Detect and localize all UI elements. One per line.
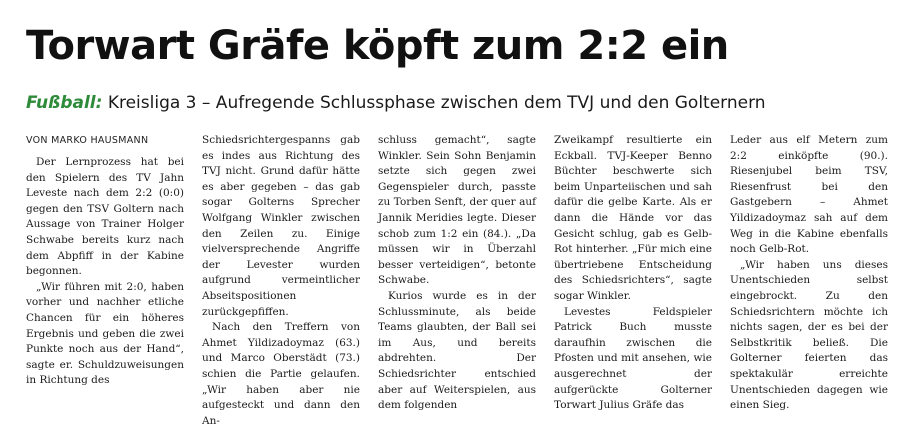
paragraph: „Wir haben uns dieses Unentschieden selbst eingebrockt. Zu den Schiedsrichtern möchte ich nichts sagen, der es bei der Selbstkritik beließ. Die Golterner feierten das spektakulär erreichte Unentschieden dagegen wie einen Sieg. [730, 258, 888, 412]
byline: VON MARKO HAUSMANN [26, 135, 149, 146]
article-body [26, 133, 888, 427]
article-column-3 [378, 133, 536, 429]
article-subheadline [26, 91, 886, 115]
paragraph: Schiedsrichtergespanns gab es indes aus Richtung des TVJ nicht. Grund dafür hätte es aber gegeben – das gab sogar Golterns Sprecher Wolfgang Winkler zwischen den Zeilen zu. Einige vielversprechende Angriffe der Levester wurden aufgrund vermeintlicher Abseitspositionen zurückgepfiffen. [202, 134, 360, 318]
paragraph: Levestes Feldspieler Patrick Buch musste daraufhin zwischen die Pfosten und mit ansehen, wie ausgerechnet der aufgerückte Golterner Torwart Julius Gräfe das [554, 305, 712, 412]
paragraph: Leder aus elf Metern zum 2:2 einköpfte (90.). Riesenjubel beim TSV, Riesenfrust bei den Gastgebern – Ahmet Yildizadoymaz sah auf dem Weg in die Kabine ebenfalls noch Gelb-Rot. [730, 134, 888, 256]
paragraph: Der Lernprozess hat bei den Spielern des TV Jahn Leveste nach dem 2:2 (0:0) gegen den TSV Goltern nach Aussage von Trainer Holger Schwabe bereits kurz nach dem Abpfiff in der Kabine begonnen. [26, 156, 184, 278]
paragraph: Kurios wurde es in der Schlussminute, als beide Teams glaubten, der Ball sei im Aus, und bereits abdrehten. Der Schiedsrichter entschied aber auf Weiterspielen, aus dem folgenden [378, 289, 536, 412]
paragraph: schluss gemacht“, sagte Winkler. Sein Sohn Benjamin setzte sich gegen zwei Gegenspieler durch, passte zu Torben Senft, der quer auf Jannik Meridies legte. Dieser schob zum 1:2 ein (84.). „Da müssen wir in Überzahl besser verteidigen“, betonte Schwabe. [378, 134, 536, 287]
paragraph: Nach den Treffern von Ahmet Yildizadoymaz (63.) und Marco Oberstädt (73.) schien die Partie gelaufen. „Wir haben aber nie aufgesteckt und dann den An- [202, 321, 360, 427]
article-column-1 [26, 133, 184, 429]
paragraph: „Wir führen mit 2:0, haben vorher und nachher etliche Chancen für ein höheres Ergebnis und geben die zwei Punkte noch aus der Hand“, sagte er. Schuldzuweisungen in Richtung des [26, 280, 184, 387]
paragraph: Zweikampf resultierte ein Eckball. TVJ-Keeper Benno Büchter beschwerte sich beim Unparteiischen und sah dafür die gelbe Karte. Als er dann die Hände vor das Gesicht schlug, gab es Gelb-Rot hinterher. „Für mich eine übertriebene Entscheidung des Schiedsrichters“, sagte sogar Winkler. [554, 134, 712, 302]
section-kicker: Fußball: [26, 93, 103, 113]
subheadline-text: Kreisliga 3 – Aufregende Schlussphase zwischen dem TVJ und den Golternern [102, 93, 766, 113]
article-column-5 [730, 133, 888, 429]
article-column-2 [202, 133, 360, 429]
article-column-4 [554, 133, 712, 429]
article-headline: Torwart Gräfe köpft zum 2:2 ein [26, 23, 729, 69]
